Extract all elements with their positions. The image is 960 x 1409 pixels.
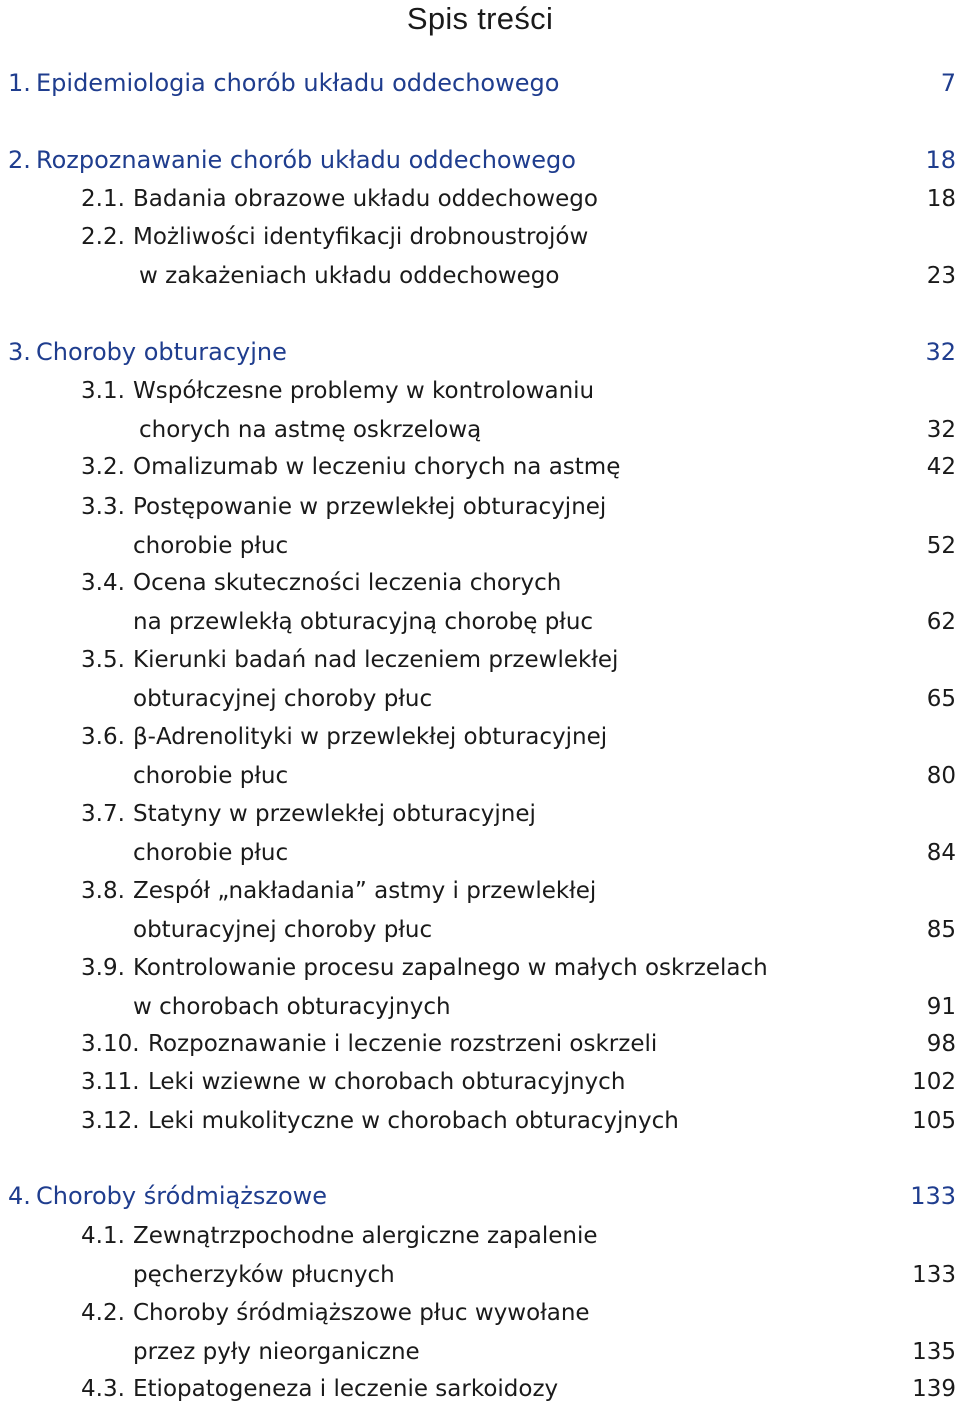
- toc-number: 4.3.: [81, 1376, 125, 1402]
- toc-section[interactable]: [0, 1102, 960, 1141]
- toc-page-number: 139: [912, 1376, 956, 1402]
- toc-chapter[interactable]: [0, 141, 960, 180]
- toc-title-line: Omalizumab w leczeniu chorych na astmę: [133, 454, 621, 480]
- toc-number: 3.5.: [81, 647, 125, 673]
- toc-section[interactable]: [0, 1294, 960, 1371]
- toc-section[interactable]: [0, 872, 960, 949]
- toc-title-line: chorobie płuc: [133, 839, 289, 866]
- toc-page-number: 62: [926, 608, 956, 635]
- toc-title-line: chorobie płuc: [133, 762, 289, 789]
- toc-number: 3.1.: [81, 378, 125, 404]
- toc-section[interactable]: [0, 180, 960, 219]
- toc-page-number: 65: [926, 685, 956, 712]
- toc-title-line: Leki mukolityczne w chorobach obturacyjnych: [148, 1108, 679, 1134]
- toc-page-number: 102: [912, 1069, 956, 1095]
- toc-number: 2.1.: [81, 186, 125, 212]
- page-title: Spis treści: [406, 1, 554, 36]
- toc-chapter[interactable]: [0, 1177, 960, 1216]
- toc-title-line: Postępowanie w przewlekłej obturacyjnej: [133, 494, 607, 520]
- toc-title-line: w chorobach obturacyjnych: [133, 993, 451, 1020]
- toc-number: 3.3.: [81, 494, 125, 520]
- toc-number: 3.11.: [81, 1069, 140, 1095]
- toc-page-number: 105: [912, 1108, 956, 1134]
- toc-number: 2.: [8, 146, 31, 174]
- toc-page-number: 133: [910, 1182, 956, 1210]
- toc-title-line: chorych na astmę oskrzelową: [139, 416, 482, 443]
- toc-page-number: 85: [926, 916, 956, 943]
- toc-section[interactable]: [0, 488, 960, 565]
- toc-title-line: Badania obrazowe układu oddechowego: [133, 186, 598, 212]
- toc-number: 3.7.: [81, 801, 125, 827]
- toc-section[interactable]: [0, 218, 960, 295]
- toc-title-line: Choroby śródmiąższowe: [36, 1182, 328, 1210]
- toc-title-line: Zespół „nakładania” astmy i przewlekłej: [133, 878, 597, 904]
- toc-section[interactable]: [0, 718, 960, 795]
- toc-page-number: 7: [940, 69, 956, 97]
- toc-title-line: Choroby śródmiąższowe płuc wywołane: [133, 1300, 590, 1326]
- toc-title-line: Statyny w przewlekłej obturacyjnej: [133, 801, 536, 827]
- toc-number: 3.6.: [81, 724, 125, 750]
- toc-section[interactable]: [0, 795, 960, 872]
- toc-title-line: Zewnątrzpochodne alergiczne zapalenie: [133, 1223, 598, 1249]
- toc-page-number: 23: [926, 262, 956, 289]
- toc-section[interactable]: [0, 641, 960, 718]
- toc-number: 4.1.: [81, 1223, 125, 1249]
- toc-section[interactable]: [0, 372, 960, 449]
- toc-title-line: Współczesne problemy w kontrolowaniu: [133, 378, 595, 404]
- toc-number: 3.8.: [81, 878, 125, 904]
- toc-page-number: 133: [912, 1261, 956, 1288]
- toc-number: 4.: [8, 1182, 31, 1210]
- toc-title-line: chorobie płuc: [133, 532, 289, 559]
- toc-page-number: 18: [926, 186, 956, 212]
- toc-page-number: 42: [926, 454, 956, 480]
- toc-section[interactable]: [0, 564, 960, 641]
- toc-section[interactable]: [0, 1063, 960, 1102]
- toc-title-line: Ocena skuteczności leczenia chorych: [133, 570, 562, 596]
- toc-section[interactable]: [0, 1370, 960, 1409]
- toc-section[interactable]: [0, 1217, 960, 1294]
- toc-page-number: 80: [926, 762, 956, 789]
- toc-page-number: 52: [926, 532, 956, 559]
- toc-page-number: 91: [926, 993, 956, 1020]
- toc-page-number: 32: [925, 338, 956, 366]
- toc-page-number: 32: [926, 416, 956, 443]
- toc-number: 3.: [8, 338, 31, 366]
- toc-page-number: 135: [912, 1338, 956, 1365]
- toc-number: 3.9.: [81, 955, 125, 981]
- toc-title-line: Rozpoznawanie chorób układu oddechowego: [36, 146, 576, 174]
- toc-page-number: 98: [926, 1031, 956, 1057]
- toc-title-line: obturacyjnej choroby płuc: [133, 916, 433, 943]
- toc-title-line: pęcherzyków płucnych: [133, 1261, 395, 1288]
- toc-number: 3.2.: [81, 454, 125, 480]
- toc-number: 3.10.: [81, 1031, 140, 1057]
- toc-title-line: Choroby obturacyjne: [36, 338, 287, 366]
- toc-title-line: β-Adrenolityki w przewlekłej obturacyjnej: [133, 724, 608, 750]
- toc-page-number: 18: [925, 146, 956, 174]
- toc-chapter[interactable]: [0, 333, 960, 372]
- toc-page-number: 84: [926, 839, 956, 866]
- toc-title-line: Etiopatogeneza i leczenie sarkoidozy: [133, 1376, 559, 1402]
- toc-title-line: przez pyły nieorganiczne: [133, 1338, 420, 1365]
- toc-section[interactable]: [0, 1025, 960, 1064]
- toc-title-line: Kierunki badań nad leczeniem przewlekłej: [133, 647, 619, 673]
- toc-title-line: Możliwości identyfikacji drobnoustrojów: [133, 224, 589, 250]
- toc-section[interactable]: [0, 949, 960, 1026]
- toc-number: 3.4.: [81, 570, 125, 596]
- toc-title-line: w zakażeniach układu oddechowego: [139, 262, 560, 289]
- toc-title-line: obturacyjnej choroby płuc: [133, 685, 433, 712]
- toc-number: 1.: [8, 69, 31, 97]
- toc-title-line: Rozpoznawanie i leczenie rozstrzeni oskrzeli: [148, 1031, 658, 1057]
- toc-section[interactable]: [0, 448, 960, 487]
- toc-title-line: Leki wziewne w chorobach obturacyjnych: [148, 1069, 626, 1095]
- toc-chapter[interactable]: [0, 64, 960, 103]
- toc-title-line: Kontrolowanie procesu zapalnego w małych oskrzelach: [133, 955, 768, 981]
- toc-number: 3.12.: [81, 1108, 140, 1134]
- toc-title-line: Epidemiologia chorób układu oddechowego: [36, 69, 560, 97]
- toc-number: 4.2.: [81, 1300, 125, 1326]
- toc-title-line: na przewlekłą obturacyjną chorobę płuc: [133, 608, 594, 635]
- toc-number: 2.2.: [81, 224, 125, 250]
